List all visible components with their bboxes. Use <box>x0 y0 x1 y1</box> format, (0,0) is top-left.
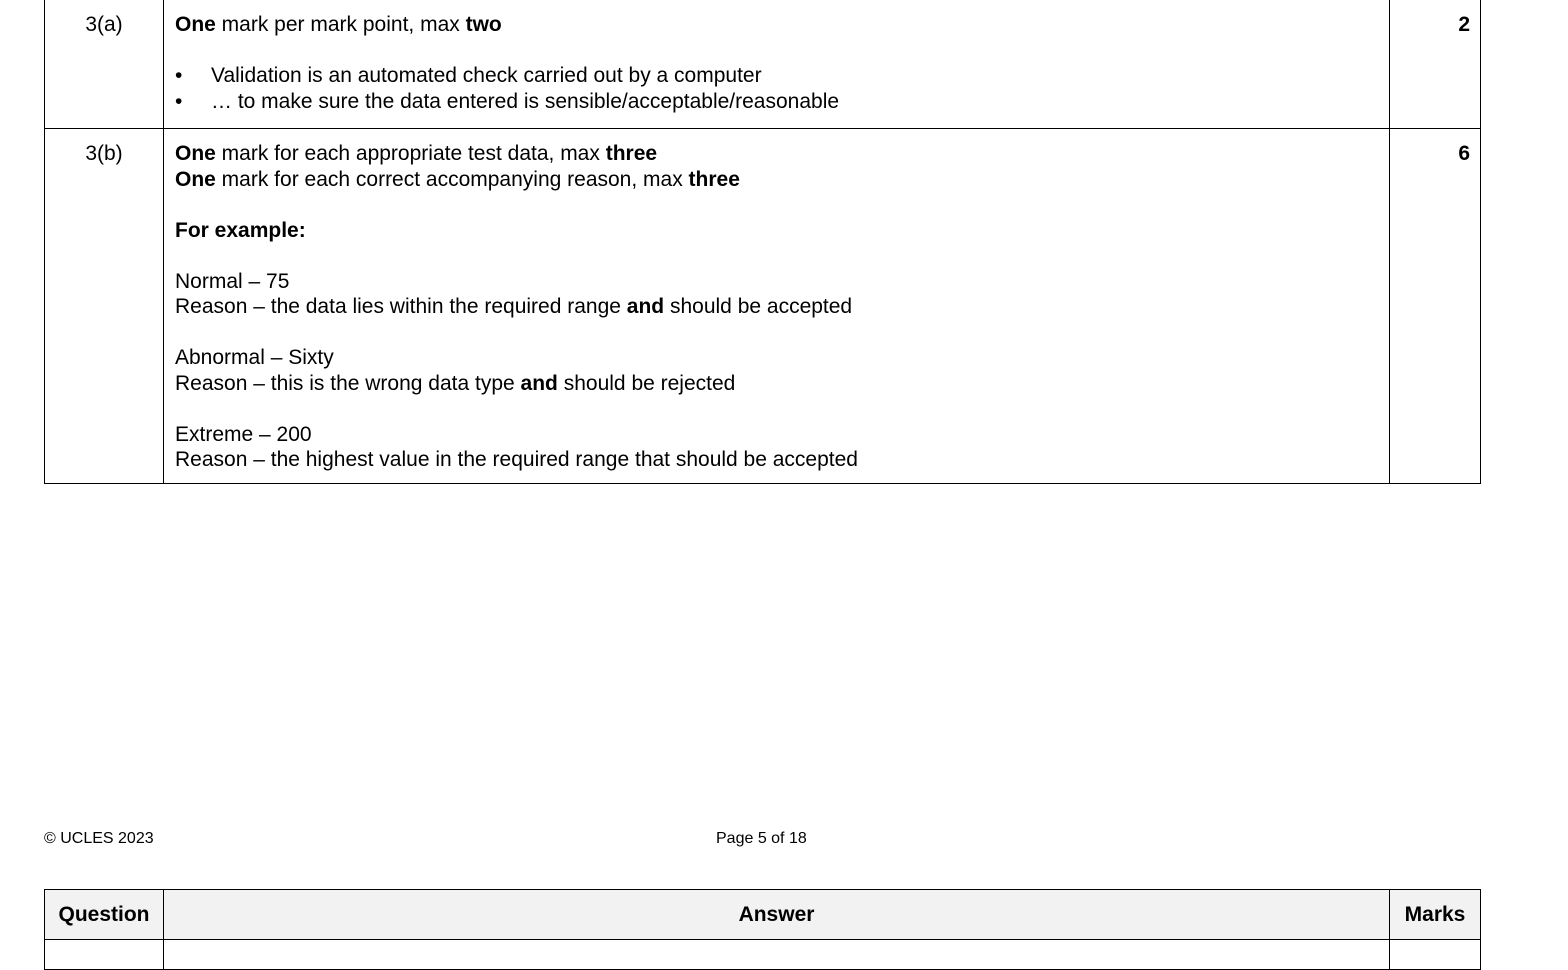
table-row <box>45 129 1481 484</box>
normal-reason <box>175 294 1379 320</box>
column-header-question: Question <box>45 890 164 940</box>
instruction-bold: two <box>465 13 502 36</box>
bullet-text: Validation is an automated check carried out by a computer <box>211 64 762 87</box>
table-row <box>45 0 1481 129</box>
bullet-text: … to make sure the data entered is sensible/acceptable/reasonable <box>211 89 840 113</box>
instruction-text: mark for each correct accompanying reason, max <box>215 167 689 191</box>
reason-text: should be rejected <box>557 371 736 395</box>
copyright-notice: © UCLES 2023 <box>44 830 154 847</box>
question-number: 3(b) <box>45 129 164 484</box>
answer-cell <box>164 129 1390 484</box>
reason-bold: and <box>520 371 558 395</box>
instruction-text: mark per mark point, max <box>215 13 466 36</box>
question-number: 3(a) <box>45 0 164 129</box>
instruction-bold: three <box>605 142 658 165</box>
reason-text: Reason – this is the wrong data type <box>175 371 521 395</box>
bullet-icon: • <box>175 89 183 113</box>
marking-instruction <box>175 141 1379 167</box>
answer-bullet-list <box>175 63 1379 114</box>
marking-instruction <box>175 12 1379 38</box>
reason-text: should be accepted <box>664 295 853 318</box>
column-header-marks: Marks <box>1390 890 1481 940</box>
extreme-reason: Reason – the highest value in the required range that should be accepted <box>175 448 858 471</box>
table-header-row <box>45 890 1481 940</box>
bullet-icon: • <box>175 64 183 87</box>
abnormal-reason <box>175 371 1379 397</box>
extreme-test-data: Extreme – 200 <box>175 422 312 446</box>
list-item <box>175 63 1379 89</box>
mark-scheme-table <box>44 0 1481 484</box>
answer-cell <box>164 940 1390 970</box>
page-number: Page 5 of 18 <box>716 830 807 847</box>
instruction-bold: One <box>175 142 216 165</box>
instruction-bold: three <box>688 167 740 191</box>
abnormal-test-data: Abnormal – Sixty <box>175 346 334 369</box>
marking-instruction <box>175 167 1379 193</box>
instruction-bold: One <box>175 13 216 36</box>
next-page-table <box>44 889 1481 970</box>
normal-test-data: Normal – 75 <box>175 269 290 293</box>
table-row <box>45 940 1481 970</box>
for-example-heading: For example: <box>175 218 306 242</box>
question-cell <box>45 940 164 970</box>
marks-value: 6 <box>1390 129 1481 484</box>
reason-bold: and <box>626 295 665 318</box>
reason-text: Reason – the data lies within the required range <box>175 295 627 318</box>
marks-cell <box>1390 940 1481 970</box>
list-item <box>175 89 1379 115</box>
instruction-text: mark for each appropriate test data, max <box>215 142 606 165</box>
marks-value: 2 <box>1390 0 1481 129</box>
answer-cell <box>164 0 1390 129</box>
instruction-bold: One <box>175 167 216 191</box>
column-header-answer: Answer <box>164 890 1390 940</box>
